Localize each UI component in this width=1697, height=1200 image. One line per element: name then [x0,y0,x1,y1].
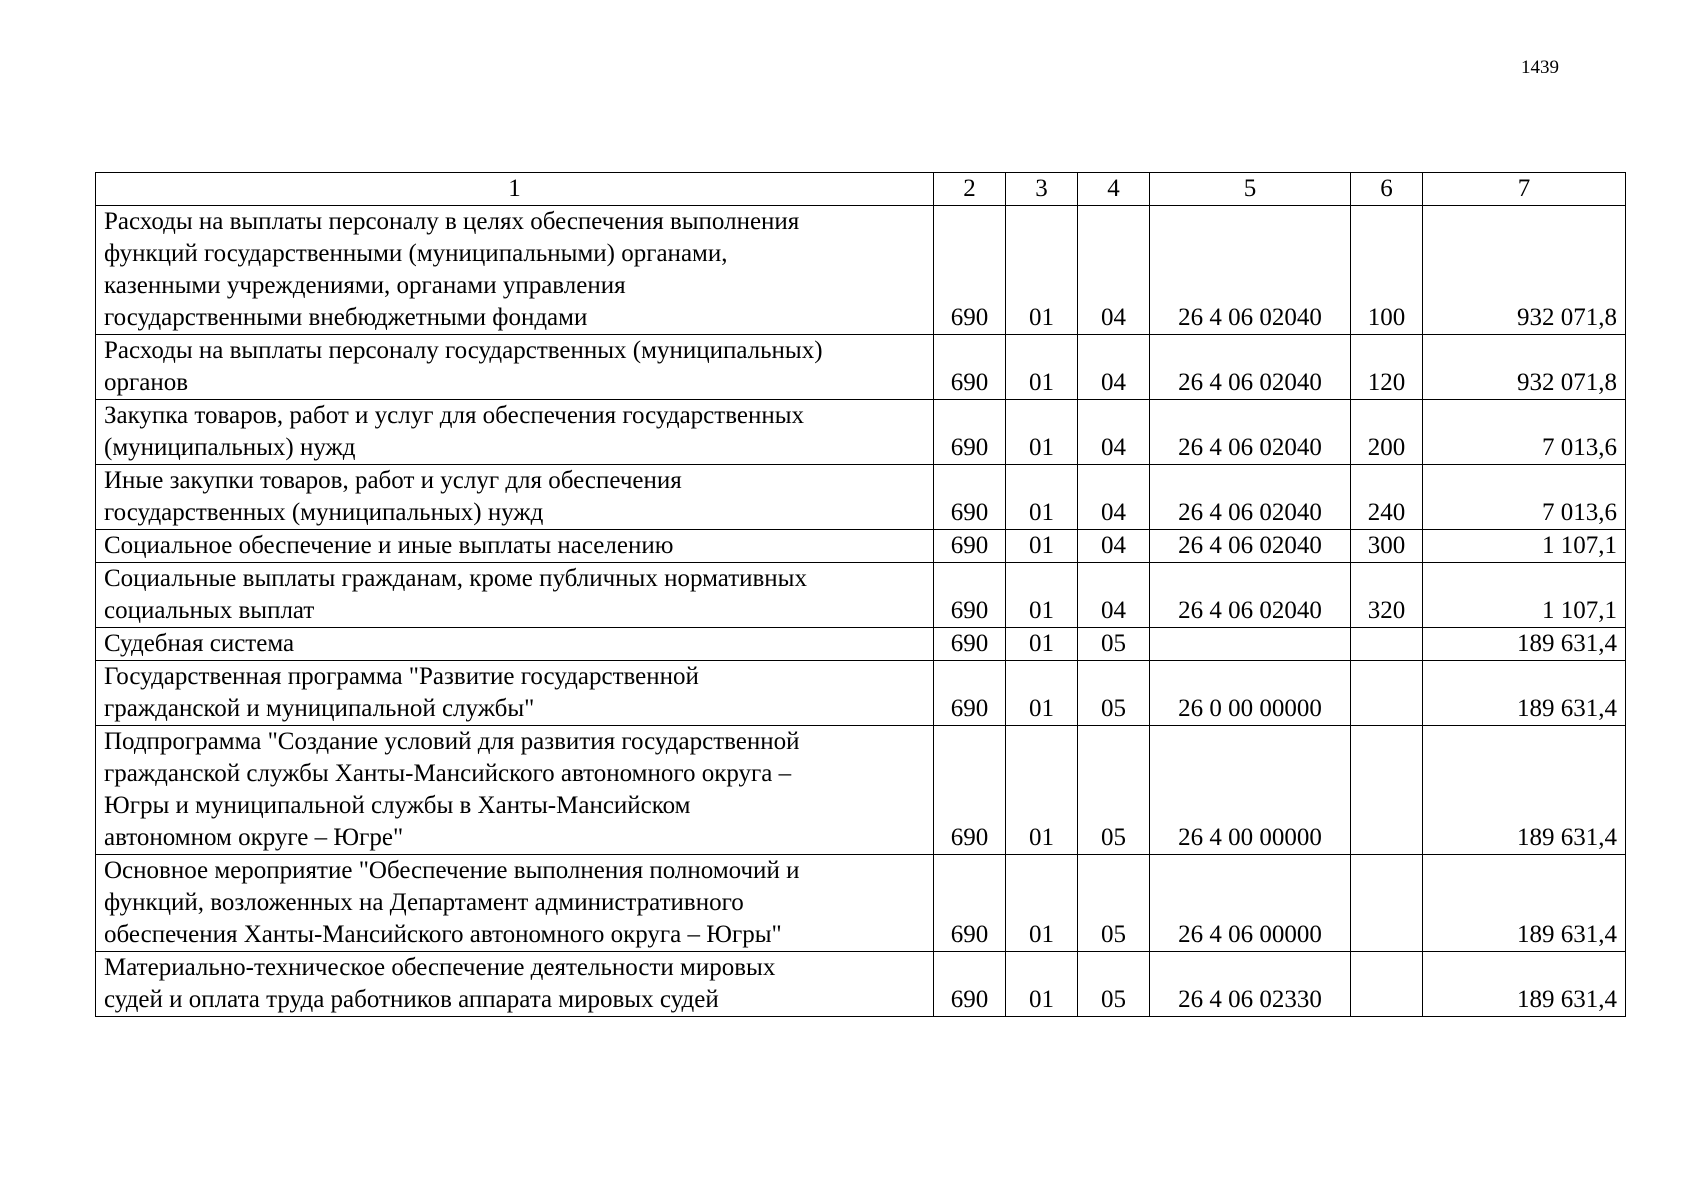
cell-col-6: 320 [1351,563,1423,628]
cell-col-4: 04 [1078,563,1150,628]
cell-col-6: 100 [1351,206,1423,335]
column-header: 3 [1006,173,1078,206]
row-description [96,726,934,855]
description-line: Расходы на выплаты персоналу государственных (муниципальных) [104,337,823,364]
cell-col-3: 01 [1006,952,1078,1017]
column-header: 6 [1351,173,1423,206]
row-description [96,530,934,563]
cell-col-4: 05 [1078,661,1150,726]
column-header: 4 [1078,173,1150,206]
table-row [96,465,1626,530]
cell-col-6: 240 [1351,465,1423,530]
description-line: гражданской службы Ханты-Мансийского автономного округа – [104,760,792,787]
cell-col-7: 189 631,4 [1423,661,1626,726]
row-description [96,661,934,726]
cell-col-4: 04 [1078,335,1150,400]
row-description [96,206,934,335]
cell-col-5: 26 0 00 00000 [1150,661,1351,726]
cell-col-3: 01 [1006,530,1078,563]
cell-col-7: 932 071,8 [1423,206,1626,335]
cell-col-6: 200 [1351,400,1423,465]
table-row [96,335,1626,400]
table-row [96,952,1626,1017]
description-line: Расходы на выплаты персоналу в целях обеспечения выполнения [104,208,800,235]
description-line: Закупка товаров, работ и услуг для обеспечения государственных [104,402,805,429]
description-line: Социальное обеспечение и иные выплаты населению [104,532,674,559]
cell-col-3: 01 [1006,563,1078,628]
cell-col-2: 690 [934,952,1006,1017]
description-line: Иные закупки товаров, работ и услуг для обеспечения [104,467,682,494]
cell-col-6 [1351,952,1423,1017]
cell-col-3: 01 [1006,726,1078,855]
cell-col-6: 300 [1351,530,1423,563]
row-description [96,563,934,628]
cell-col-6 [1351,628,1423,661]
cell-col-3: 01 [1006,400,1078,465]
cell-col-5: 26 4 06 02040 [1150,335,1351,400]
cell-col-7: 189 631,4 [1423,855,1626,952]
row-description [96,400,934,465]
description-line: Судебная система [104,630,295,657]
row-description [96,855,934,952]
description-line: Основное мероприятие "Обеспечение выполнения полномочий и [104,857,800,884]
description-line: казенными учреждениями, органами управления [104,272,626,299]
cell-col-2: 690 [934,335,1006,400]
cell-col-2: 690 [934,726,1006,855]
description-line: Государственная программа "Развитие государственной [104,663,699,690]
cell-col-5: 26 4 00 00000 [1150,726,1351,855]
cell-col-4: 05 [1078,726,1150,855]
cell-col-4: 04 [1078,206,1150,335]
row-description [96,465,934,530]
column-header: 2 [934,173,1006,206]
cell-col-6 [1351,661,1423,726]
cell-col-7: 189 631,4 [1423,726,1626,855]
cell-col-4: 05 [1078,628,1150,661]
cell-col-2: 690 [934,855,1006,952]
budget-table [95,172,1626,1017]
description-line: (муниципальных) нужд [104,434,356,461]
cell-col-2: 690 [934,400,1006,465]
description-line: функций, возложенных на Департамент административного [104,889,744,916]
table-row [96,855,1626,952]
column-header: 7 [1423,173,1626,206]
description-line: обеспечения Ханты-Мансийского автономного округа – Югры" [104,921,782,948]
description-line: Югры и муниципальной службы в Ханты-Мансийском [104,792,691,819]
cell-col-4: 04 [1078,400,1150,465]
cell-col-4: 04 [1078,530,1150,563]
description-line: гражданской и муниципальной службы" [104,695,535,722]
cell-col-7: 7 013,6 [1423,400,1626,465]
cell-col-2: 690 [934,530,1006,563]
cell-col-7: 1 107,1 [1423,563,1626,628]
cell-col-5: 26 4 06 02040 [1150,206,1351,335]
cell-col-2: 690 [934,206,1006,335]
cell-col-3: 01 [1006,661,1078,726]
table-row [96,206,1626,335]
cell-col-6 [1351,855,1423,952]
cell-col-4: 05 [1078,952,1150,1017]
cell-col-7: 189 631,4 [1423,952,1626,1017]
table-header-row [96,173,1626,206]
description-line: судей и оплата труда работников аппарата мировых судей [104,986,719,1013]
cell-col-5: 26 4 06 02040 [1150,563,1351,628]
cell-col-7: 1 107,1 [1423,530,1626,563]
row-description [96,335,934,400]
column-header: 1 [96,173,934,206]
cell-col-2: 690 [934,628,1006,661]
cell-col-2: 690 [934,661,1006,726]
description-line: автономном округе – Югре" [104,824,404,851]
cell-col-6 [1351,726,1423,855]
cell-col-4: 05 [1078,855,1150,952]
cell-col-3: 01 [1006,206,1078,335]
table-row [96,530,1626,563]
cell-col-5: 26 4 06 02040 [1150,400,1351,465]
cell-col-3: 01 [1006,465,1078,530]
description-line: функций государственными (муниципальными) органами, [104,240,728,267]
cell-col-5: 26 4 06 02040 [1150,530,1351,563]
cell-col-7: 7 013,6 [1423,465,1626,530]
cell-col-5: 26 4 06 00000 [1150,855,1351,952]
row-description [96,952,934,1017]
cell-col-4: 04 [1078,465,1150,530]
table-row [96,661,1626,726]
column-header: 5 [1150,173,1351,206]
cell-col-2: 690 [934,563,1006,628]
description-line: Социальные выплаты гражданам, кроме публичных нормативных [104,565,807,592]
description-line: социальных выплат [104,597,315,624]
page-number: 1439 [1521,57,1559,78]
table-row [96,628,1626,661]
cell-col-5 [1150,628,1351,661]
description-line: Материально-техническое обеспечение деятельности мировых [104,954,776,981]
cell-col-5: 26 4 06 02040 [1150,465,1351,530]
cell-col-3: 01 [1006,628,1078,661]
cell-col-7: 932 071,8 [1423,335,1626,400]
description-line: государственных (муниципальных) нужд [104,499,544,526]
table-row [96,726,1626,855]
cell-col-2: 690 [934,465,1006,530]
cell-col-3: 01 [1006,335,1078,400]
table-row [96,400,1626,465]
description-line: Подпрограмма "Создание условий для развития государственной [104,728,800,755]
description-line: государственными внебюджетными фондами [104,304,588,331]
cell-col-3: 01 [1006,855,1078,952]
row-description [96,628,934,661]
cell-col-7: 189 631,4 [1423,628,1626,661]
table-row [96,563,1626,628]
cell-col-6: 120 [1351,335,1423,400]
description-line: органов [104,369,189,396]
cell-col-5: 26 4 06 02330 [1150,952,1351,1017]
